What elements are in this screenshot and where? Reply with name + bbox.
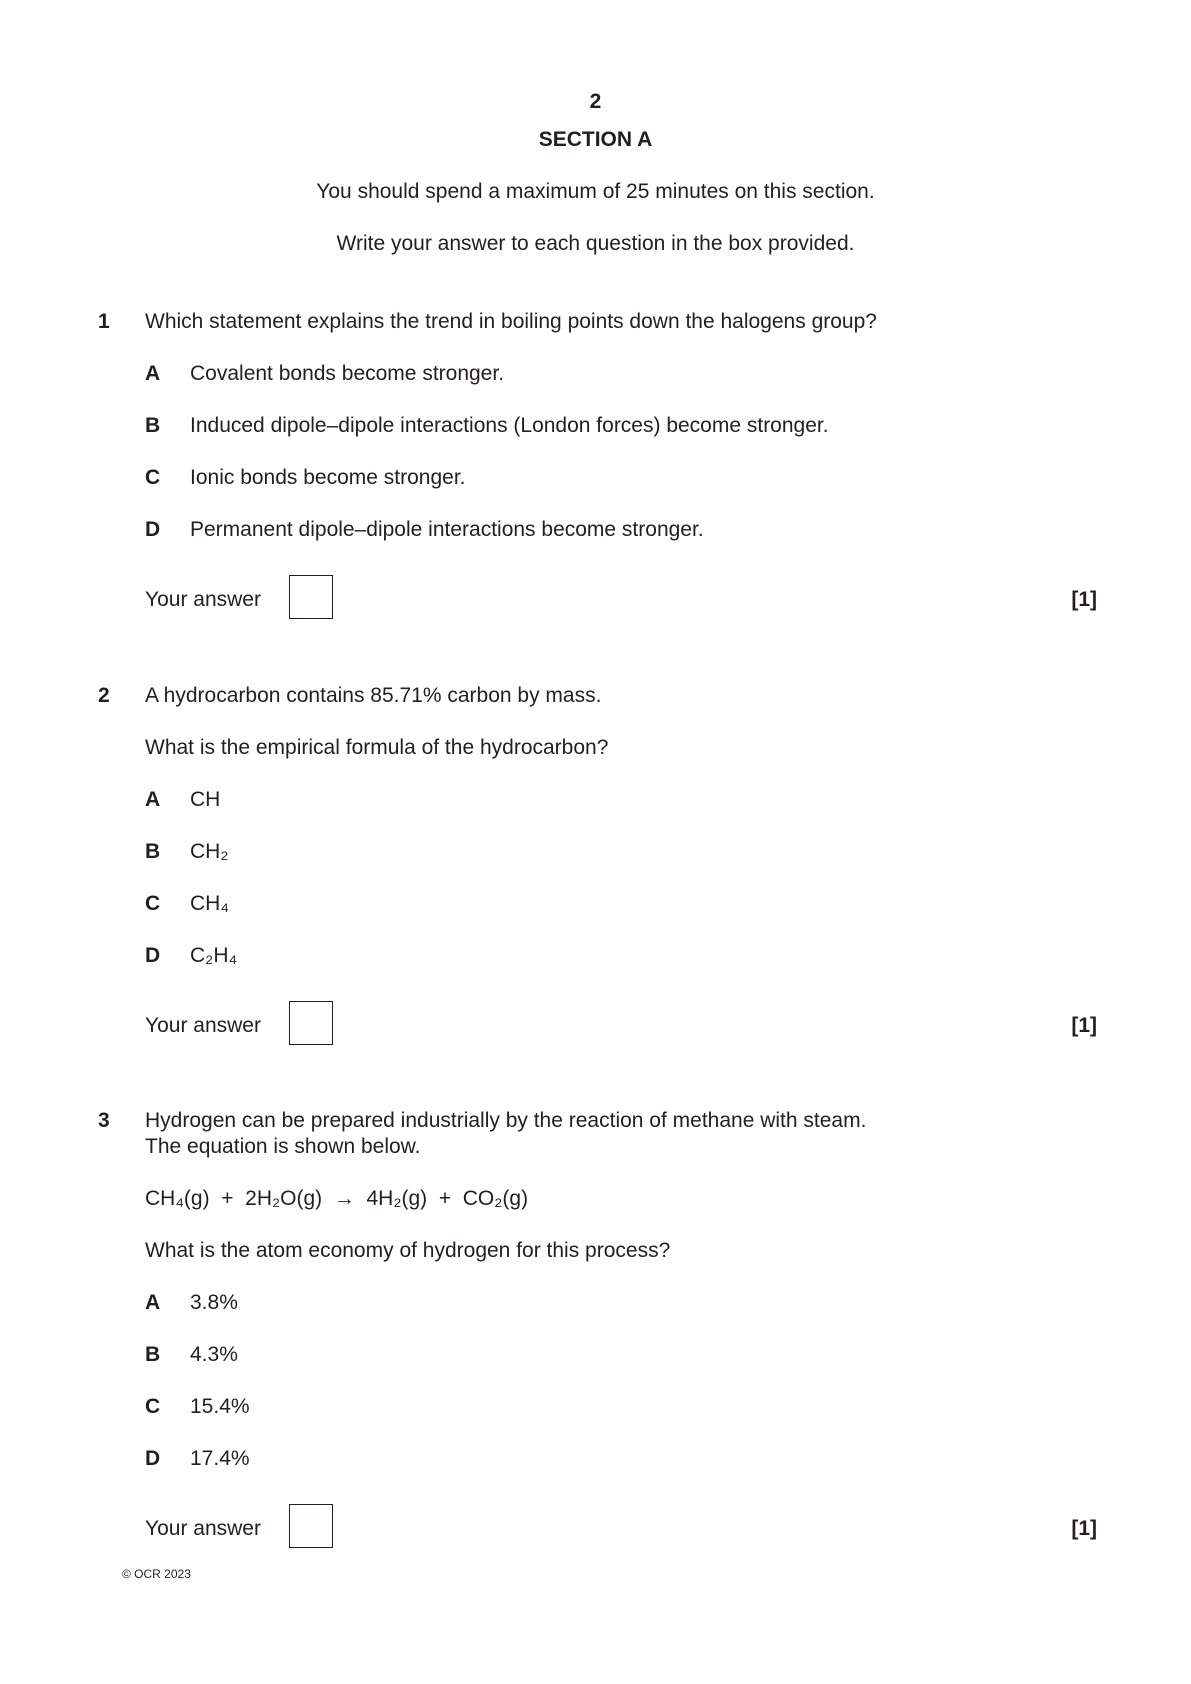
chemical-equation: CH₄(g) + 2H₂O(g) → 4H₂(g) + CO₂(g): [145, 1187, 529, 1210]
answer-label: Your answer: [145, 1014, 261, 1037]
option-letter: D: [145, 518, 161, 541]
answer-box[interactable]: [289, 575, 333, 619]
option-text: C₂H₄: [190, 944, 238, 967]
option-letter: C: [145, 466, 161, 489]
section-title: SECTION A: [538, 128, 653, 151]
option-text: 3.8%: [190, 1291, 238, 1314]
question-number: 2: [98, 684, 110, 707]
option-text: Ionic bonds become stronger.: [190, 466, 466, 489]
mark-allocation: [1]: [1071, 588, 1097, 611]
option-letter: A: [145, 788, 161, 811]
option-text: Covalent bonds become stronger.: [190, 362, 505, 385]
option-text: CH₂: [190, 840, 229, 863]
question-number: 3: [98, 1109, 110, 1132]
option-text: 17.4%: [190, 1447, 250, 1470]
answer-label: Your answer: [145, 1517, 261, 1540]
copyright-footer: © OCR 2023: [122, 1567, 191, 1581]
question-stem-line-1: Hydrogen can be prepared industrially by the reaction of methane with steam.: [145, 1109, 867, 1132]
option-letter: B: [145, 1343, 161, 1366]
answer-box[interactable]: [289, 1504, 333, 1548]
option-letter: C: [145, 892, 161, 915]
option-letter: D: [145, 944, 161, 967]
option-letter: A: [145, 1291, 161, 1314]
question-number: 1: [98, 310, 110, 333]
mark-allocation: [1]: [1071, 1517, 1097, 1540]
answer-label: Your answer: [145, 588, 261, 611]
option-text: 15.4%: [190, 1395, 250, 1418]
option-text: 4.3%: [190, 1343, 238, 1366]
mark-allocation: [1]: [1071, 1014, 1097, 1037]
option-letter: B: [145, 414, 161, 437]
option-letter: D: [145, 1447, 161, 1470]
option-letter: C: [145, 1395, 161, 1418]
instruction-answer: Write your answer to each question in the box provided.: [336, 232, 855, 255]
option-letter: A: [145, 362, 161, 385]
page-number: 2: [589, 90, 602, 113]
answer-box[interactable]: [289, 1001, 333, 1045]
option-text: Permanent dipole–dipole interactions become stronger.: [190, 518, 704, 541]
option-text: Induced dipole–dipole interactions (London forces) become stronger.: [190, 414, 829, 437]
question-prompt: What is the atom economy of hydrogen for this process?: [145, 1239, 671, 1262]
question-stem: A hydrocarbon contains 85.71% carbon by mass.: [145, 684, 602, 707]
instruction-time: You should spend a maximum of 25 minutes on this section.: [316, 180, 875, 203]
option-text: CH₄: [190, 892, 229, 915]
option-letter: B: [145, 840, 161, 863]
question-prompt: What is the empirical formula of the hydrocarbon?: [145, 736, 609, 759]
option-text: CH: [190, 788, 221, 811]
question-stem-line-2: The equation is shown below.: [145, 1135, 421, 1158]
question-stem: Which statement explains the trend in boiling points down the halogens group?: [145, 310, 877, 333]
